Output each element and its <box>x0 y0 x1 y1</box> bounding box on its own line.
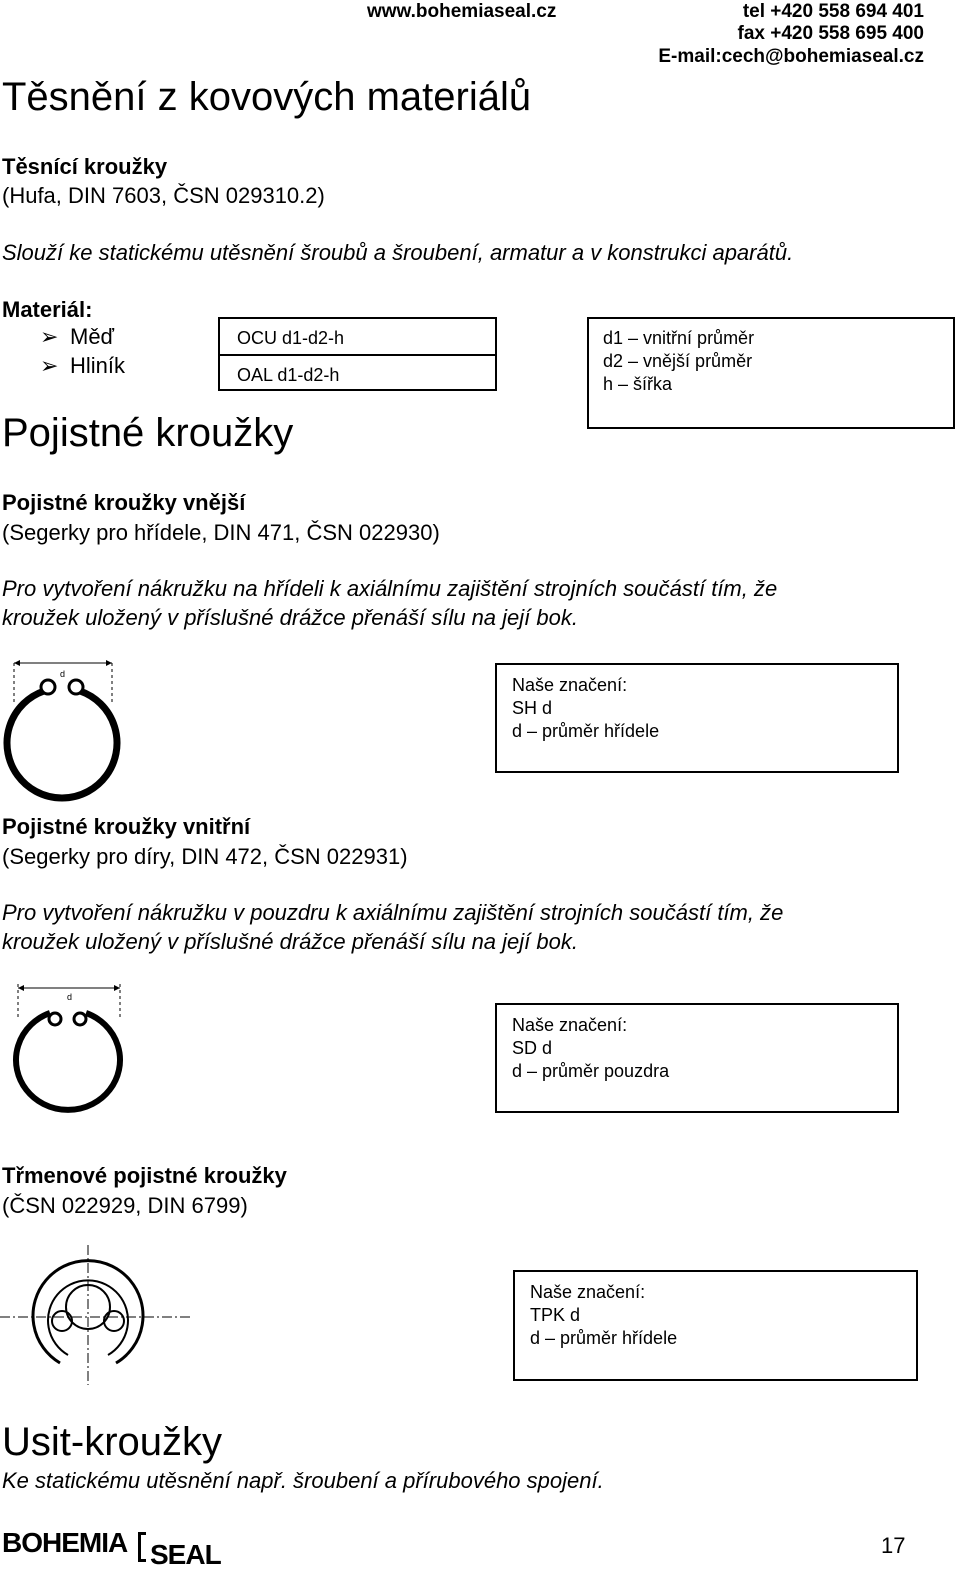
external-rings-standards: (Segerky pro hřídele, DIN 471, ČSN 022930) <box>2 520 440 545</box>
material-label: Materiál: <box>2 297 93 322</box>
designation-label: Naše značení: <box>512 675 628 695</box>
designation-code: SH d <box>512 698 553 718</box>
designation-meaning: d – průměr pouzdra <box>512 1061 670 1081</box>
stirrup-clip-drawing <box>0 1245 190 1385</box>
external-circlip-drawing <box>0 655 120 795</box>
designation-meaning: d – průměr hřídele <box>530 1328 678 1348</box>
legend-line: d1 – vnitřní průměr <box>603 328 755 348</box>
section1-subtitle: Těsnící kroužky <box>2 154 168 179</box>
legend-line: d2 – vnější průměr <box>603 351 753 371</box>
material-item: ➢ Hliník <box>40 353 126 378</box>
internal-dim-label: d <box>67 992 73 1002</box>
legend-line: h – šířka <box>603 374 673 394</box>
code-aluminium: OAL d1-d2-h <box>237 365 340 385</box>
bullet-arrow-icon: ➢ <box>40 353 59 378</box>
material-item: ➢ Měď <box>40 324 115 349</box>
logo-bracket-icon <box>138 1532 146 1562</box>
internal-designation-box <box>495 1003 899 1113</box>
header-website[interactable]: www.bohemiaseal.cz <box>367 1 557 22</box>
logo-part1: BOHEMIA <box>2 1527 128 1558</box>
codes-divider <box>220 354 495 356</box>
external-rings-title: Pojistné kroužky vnější <box>2 490 246 515</box>
section1-title: Těsnění z kovových materiálů <box>2 75 532 119</box>
designation-label: Naše značení: <box>512 1015 628 1035</box>
designation-code: TPK d <box>530 1305 581 1325</box>
section3-description: Ke statickému utěsnění např. šroubení a přírubového spojení. <box>2 1468 604 1493</box>
internal-rings-title: Pojistné kroužky vnitřní <box>2 814 251 839</box>
internal-rings-desc: kroužek uložený v příslušné drážce přenáší sílu na její bok. <box>2 929 578 954</box>
section1-description: Slouží ke statickému utěsnění šroubů a šroubení, armatur a v konstrukci aparátů. <box>2 240 794 265</box>
section2-title: Pojistné kroužky <box>2 411 294 455</box>
internal-rings-desc: Pro vytvoření nákružku v pouzdru k axiálnímu zajištění strojních součástí tím, že <box>2 900 784 925</box>
designation-label: Naše značení: <box>530 1282 646 1302</box>
designation-code: SD d <box>512 1038 553 1058</box>
stirrup-rings-title: Třmenové pojistné kroužky <box>2 1163 287 1188</box>
header-fax: fax +420 558 695 400 <box>737 23 924 44</box>
header-email[interactable]: E-mail:cech@bohemiaseal.cz <box>658 46 924 67</box>
section3-title: Usit-kroužky <box>2 1420 223 1464</box>
bullet-arrow-icon: ➢ <box>40 324 59 349</box>
code-copper: OCU d1-d2-h <box>237 328 345 348</box>
internal-rings-standards: (Segerky pro díry, DIN 472, ČSN 022931) <box>2 844 408 869</box>
stirrup-designation-box <box>513 1270 918 1381</box>
section1-standards: (Hufa, DIN 7603, ČSN 029310.2) <box>2 183 325 208</box>
external-dim-label: d <box>60 669 66 679</box>
page-number: 17 <box>881 1533 906 1558</box>
header-tel: tel +420 558 694 401 <box>742 1 924 22</box>
stirrup-rings-standards: (ČSN 022929, DIN 6799) <box>2 1193 248 1218</box>
dimension-legend-box <box>587 317 955 429</box>
internal-circlip-drawing <box>0 980 120 1110</box>
codes-table <box>218 317 497 391</box>
external-rings-desc: kroužek uložený v příslušné drážce přenáší sílu na její bok. <box>2 605 578 630</box>
logo-part2: SEAL <box>150 1539 221 1570</box>
external-rings-desc: Pro vytvoření nákružku na hřídeli k axiálnímu zajištění strojních součástí tím, že <box>2 576 778 601</box>
external-designation-box <box>495 663 899 773</box>
designation-meaning: d – průměr hřídele <box>512 721 660 741</box>
